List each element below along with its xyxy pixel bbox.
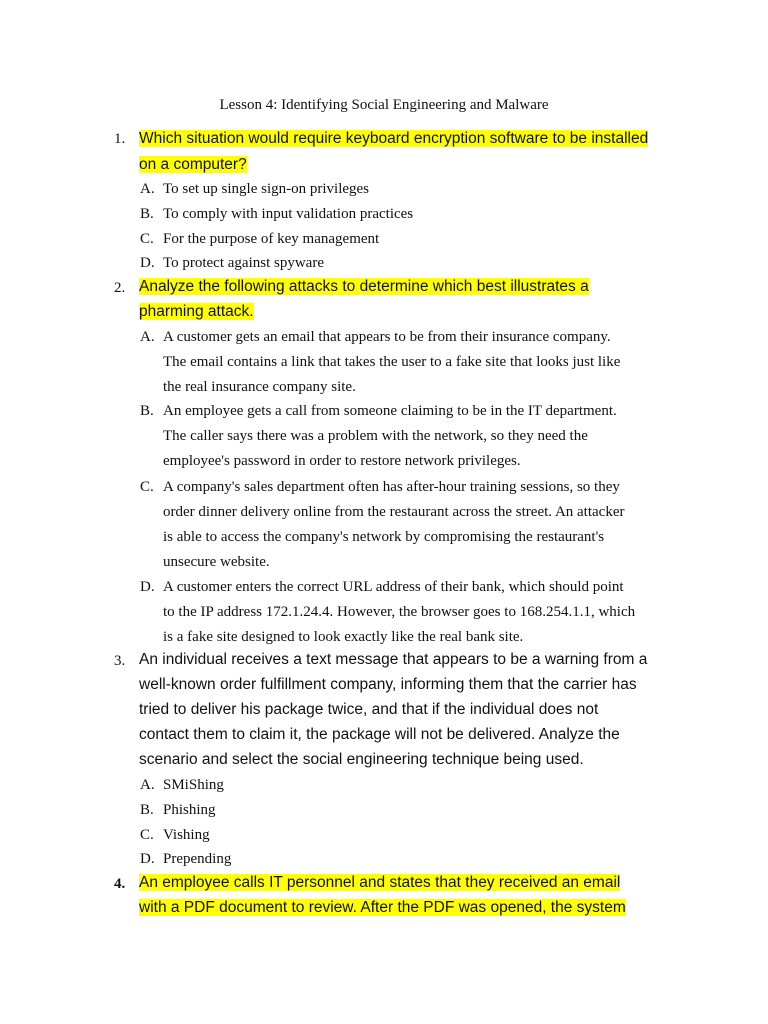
option-text: Phishing (163, 802, 216, 818)
option-text: To protect against spyware (163, 255, 324, 271)
option-letter: D. (140, 255, 155, 271)
question-text-line: An individual receives a text message that appears to be a warning from a (139, 651, 648, 668)
option-text: A company's sales department often has after-hour training sessions, so they (163, 479, 620, 495)
option-letter: C. (140, 231, 154, 247)
option-letter: D. (140, 579, 155, 595)
option-text: employee's password in order to restore network privileges. (163, 453, 521, 469)
question-text-line: Analyze the following attacks to determine which best illustrates a (139, 278, 589, 295)
option-letter: C. (140, 827, 154, 843)
option-text: unsecure website. (163, 554, 270, 570)
option-text: Vishing (163, 827, 210, 843)
option-text: To set up single sign-on privileges (163, 181, 370, 197)
option-text: order dinner delivery online from the restaurant across the street. An attacker (163, 504, 625, 520)
question-number: 3. (114, 653, 126, 669)
option-letter: B. (140, 403, 154, 419)
option-text: A customer gets an email that appears to be from their insurance company. (163, 329, 611, 345)
option-letter: B. (140, 802, 154, 818)
question-text-line: pharming attack. (139, 303, 254, 320)
option-text: Prepending (163, 851, 232, 867)
option-text: An employee gets a call from someone claiming to be in the IT department. (163, 403, 617, 419)
option-text: The caller says there was a problem with the network, so they need the (163, 428, 588, 444)
option-text: A customer enters the correct URL address of their bank, which should point (163, 579, 624, 595)
page-title: Lesson 4: Identifying Social Engineering and Malware (219, 97, 549, 113)
question-text-line: scenario and select the social engineering technique being used. (139, 751, 584, 768)
option-letter: A. (140, 777, 155, 793)
question-number: 2. (114, 280, 126, 296)
option-letter: D. (140, 851, 155, 867)
option-text: For the purpose of key management (163, 231, 380, 247)
question-text-line: An employee calls IT personnel and states that they received an email (139, 874, 621, 891)
question-text-line: on a computer? (139, 156, 247, 173)
option-text: SMiShing (163, 777, 224, 793)
option-text: The email contains a link that takes the user to a fake site that looks just like (163, 354, 621, 370)
option-letter: A. (140, 329, 155, 345)
option-letter: C. (140, 479, 154, 495)
question-text-line: well-known order fulfillment company, informing them that the carrier has (139, 676, 637, 693)
option-text: is a fake site designed to look exactly like the real bank site. (163, 629, 524, 645)
question-number: 4. (114, 876, 126, 892)
question-text-line: with a PDF document to review. After the PDF was opened, the system (139, 899, 626, 916)
option-text: is able to access the company's network by compromising the restaurant's (163, 529, 605, 545)
option-text: the real insurance company site. (163, 379, 356, 395)
option-text: to the IP address 172.1.24.4. However, the browser goes to 168.254.1.1, which (163, 604, 636, 620)
option-letter: A. (140, 181, 155, 197)
question-text-line: Which situation would require keyboard encryption software to be installed (139, 130, 649, 147)
question-text-line: contact them to claim it, the package will not be delivered. Analyze the (139, 726, 620, 743)
question-text-line: tried to deliver his package twice, and that if the individual does not (139, 701, 599, 718)
option-text: To comply with input validation practices (163, 206, 414, 222)
option-letter: B. (140, 206, 154, 222)
question-number: 1. (114, 131, 126, 147)
